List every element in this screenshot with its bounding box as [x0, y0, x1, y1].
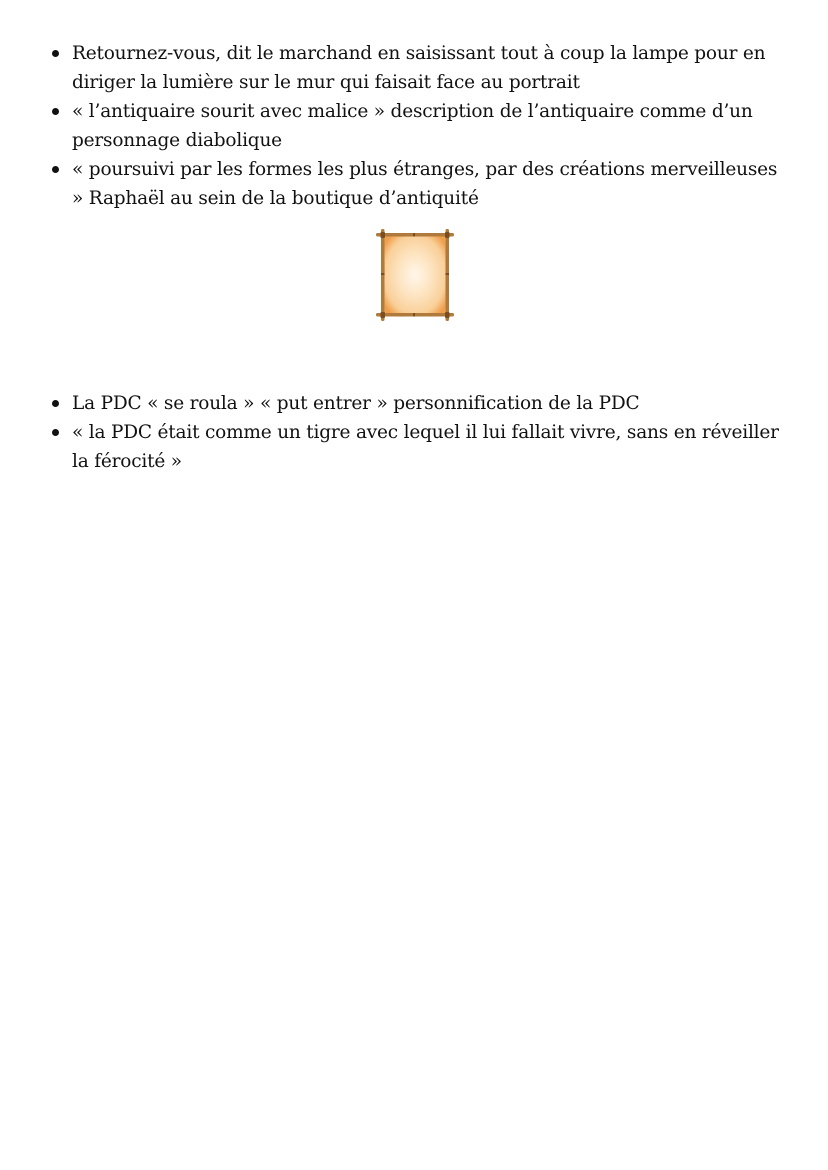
- bullet-icon: [52, 166, 59, 173]
- list-item: [48, 39, 788, 97]
- list-item-text: « l’antiquaire sourit avec malice » description de l’antiquaire comme d’un personnage diabolique: [72, 101, 753, 151]
- bottom-bullet-list: [48, 389, 788, 476]
- list-item-text: La PDC « se roula » « put entrer » personnification de la PDC: [72, 393, 640, 414]
- list-item: [48, 155, 788, 213]
- bullet-icon: [52, 429, 59, 436]
- list-item: [48, 389, 788, 418]
- top-bullet-list: [48, 39, 788, 213]
- list-item-text: « la PDC était comme un tigre avec lequel il lui fallait vivre, sans en réveiller la férocité »: [72, 422, 779, 472]
- parchment-scroll-icon: [376, 229, 454, 321]
- bullet-icon: [52, 108, 59, 115]
- list-item-text: Retournez-vous, dit le marchand en saisissant tout à coup la lampe pour en diriger la lumière sur le mur qui faisait face au portrait: [72, 43, 766, 93]
- list-item-text: « poursuivi par les formes les plus étranges, par des créations merveilleuses » Raphaël au sein de la boutique d’antiquité: [72, 159, 778, 209]
- bullet-icon: [52, 50, 59, 57]
- list-item: [48, 418, 788, 476]
- list-item: [48, 97, 788, 155]
- bullet-icon: [52, 400, 59, 407]
